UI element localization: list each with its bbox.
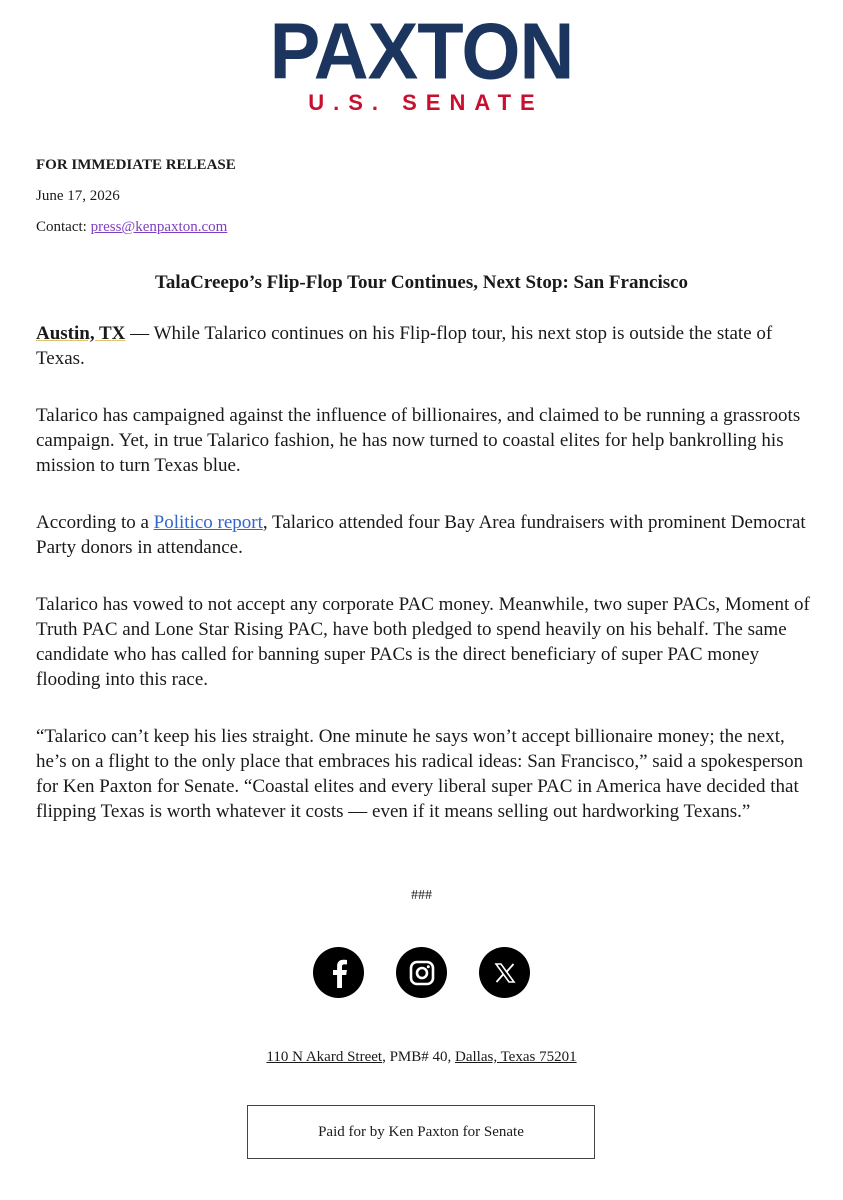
address-street: 110 N Akard Street: [266, 1049, 383, 1065]
logo-subtitle: U.S. SENATE: [308, 90, 544, 115]
address-pmb: , PMB# 40,: [382, 1049, 456, 1065]
release-label: FOR IMMEDIATE RELEASE: [36, 157, 236, 173]
paragraph-3: [36, 510, 811, 560]
social-links: [0, 947, 843, 998]
dateline: Austin, TX: [36, 323, 126, 344]
paragraph-5: “Talarico can’t keep his lies straight. One minute he says won’t accept billionaire money; the next, he’s on a flight to the only place that embraces his radical ideas: San Francisco,” said a spokesperson for Ken Paxton for Senate. “Coastal elites and every liberal super PAC in America have decided that flipping Texas is worth whatever it costs — even if it means selling out hardworking Texans.”: [36, 726, 804, 822]
contact-line: [36, 219, 227, 236]
paragraph-3-before: According to a: [36, 512, 154, 533]
contact-label: Contact:: [36, 219, 87, 235]
paragraph-1: [36, 321, 811, 371]
paid-for-disclaimer: Paid for by Ken Paxton for Senate: [247, 1105, 595, 1159]
campaign-logo: [0, 6, 843, 116]
mailing-address: [0, 1049, 843, 1066]
logo-name: PAXTON: [269, 6, 574, 97]
paragraph-1-text: — While Talarico continues on his Flip-flop tour, his next stop is outside the state of Texas.: [36, 323, 773, 369]
paragraph-3-after: , Talarico attended four Bay Area fundraisers with prominent Democrat Party donors in attendance.: [36, 512, 806, 558]
contact-email-link[interactable]: press@kenpaxton.com: [90, 219, 228, 235]
headline: TalaCreepo’s Flip-Flop Tour Continues, Next Stop: San Francisco: [154, 272, 689, 293]
end-mark: ###: [411, 888, 432, 903]
politico-report-link[interactable]: Politico report: [153, 512, 263, 533]
facebook-icon[interactable]: [313, 947, 364, 998]
address-city: Dallas, Texas 75201: [455, 1049, 577, 1065]
x-icon[interactable]: [479, 947, 530, 998]
paragraph-2: Talarico has campaigned against the influence of billionaires, and claimed to be running a grassroots campaign. Yet, in true Talarico fashion, he has now turned to coastal elites for help bankrolling his mission to turn Texas blue.: [36, 405, 801, 476]
paragraph-4: Talarico has vowed to not accept any corporate PAC money. Meanwhile, two super PACs, Moment of Truth PAC and Lone Star Rising PAC, have both pledged to spend heavily on his behalf. The same candidate who has called for banning super PACs is the direct beneficiary of super PAC money flooding into this race.: [36, 594, 810, 690]
release-date: June 17, 2026: [36, 188, 120, 204]
instagram-icon[interactable]: [396, 947, 447, 998]
